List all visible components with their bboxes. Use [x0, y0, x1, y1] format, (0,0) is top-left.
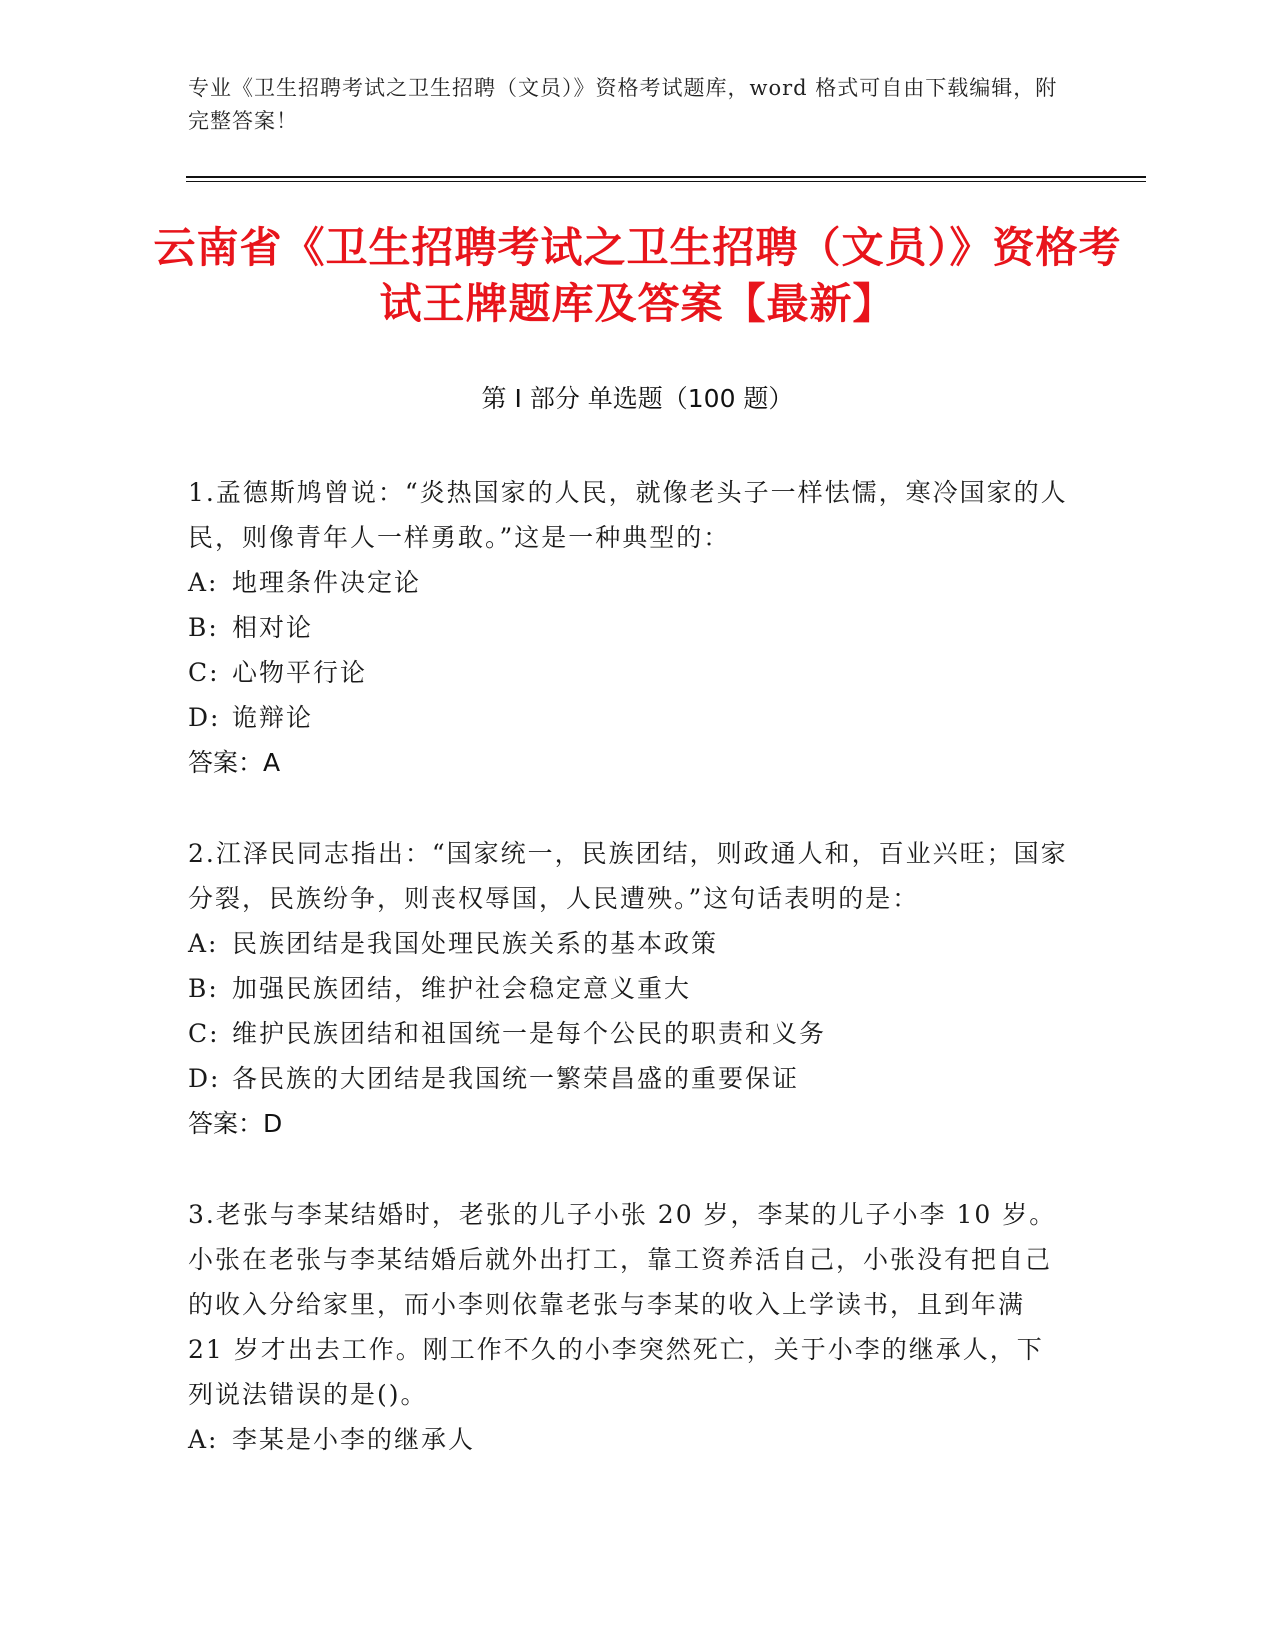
question-1 — [188, 470, 1068, 785]
option-text: 李某是小李的继承人 — [232, 1425, 476, 1454]
option-letter: C: — [188, 1019, 220, 1048]
option-letter: B: — [188, 974, 219, 1003]
question-text: 3.老张与李某结婚时，老张的儿子小张 20 岁，李某的儿子小李 10 岁。小张在老张与李某结婚后就外出打工，靠工资养活自己，小张没有把自己的收入分给家里，而小李则依靠老张与李某的收入上学读书，且到年满 21 岁才出去工作。刚工作不久的小李突然死亡，关于小李的继承人，下列说法错误的是()。 — [188, 1200, 1057, 1409]
question-3 — [188, 1192, 1068, 1462]
option-c — [188, 650, 1068, 695]
question-text: 1.孟德斯鸠曾说：“炎热国家的人民，就像老头子一样怯懦，寒冷国家的人民，则像青年人一样勇敢。”这是一种典型的： — [188, 478, 1068, 552]
document-title: 云南省《卫生招聘考试之卫生招聘（文员）》资格考试王牌题库及答案【最新】 — [153, 223, 1122, 328]
answer: 答案：A — [188, 748, 281, 777]
option-text: 民族团结是我国处理民族关系的基本政策 — [232, 929, 719, 958]
option-a — [188, 921, 1068, 966]
option-text: 地理条件决定论 — [232, 568, 422, 597]
option-letter: B: — [188, 613, 219, 642]
option-d — [188, 695, 1068, 740]
option-letter: D: — [188, 703, 221, 732]
option-text: 加强民族团结，维护社会稳定意义重大 — [232, 974, 692, 1003]
option-letter: A: — [188, 1425, 219, 1454]
option-b — [188, 605, 1068, 650]
option-b — [188, 966, 1068, 1011]
option-text: 相对论 — [232, 613, 314, 642]
section-title: 第 I 部分 单选题（100 题） — [481, 384, 794, 413]
option-letter: D: — [188, 1064, 221, 1093]
question-list — [188, 470, 1068, 1508]
option-a — [188, 1417, 1068, 1462]
question-2 — [188, 831, 1068, 1146]
option-letter: A: — [188, 929, 219, 958]
option-letter: A: — [188, 568, 219, 597]
header-rule-thin — [186, 181, 1146, 182]
header-note: 专业《卫生招聘考试之卫生招聘（文员）》资格考试题库，word 格式可自由下载编辑，附完整答案！ — [188, 76, 1058, 133]
option-c — [188, 1011, 1068, 1056]
answer: 答案：D — [188, 1109, 283, 1138]
option-text: 各民族的大团结是我国统一繁荣昌盛的重要保证 — [232, 1064, 800, 1093]
option-d — [188, 1056, 1068, 1101]
option-a — [188, 560, 1068, 605]
option-letter: C: — [188, 658, 220, 687]
question-text: 2.江泽民同志指出：“国家统一，民族团结，则政通人和，百业兴旺；国家分裂，民族纷争，则丧权辱国，人民遭殃。”这句话表明的是： — [188, 839, 1068, 913]
option-text: 维护民族团结和祖国统一是每个公民的职责和义务 — [232, 1019, 827, 1048]
header-rule-thick — [186, 176, 1146, 178]
option-text: 心物平行论 — [232, 658, 368, 687]
option-text: 诡辩论 — [232, 703, 314, 732]
